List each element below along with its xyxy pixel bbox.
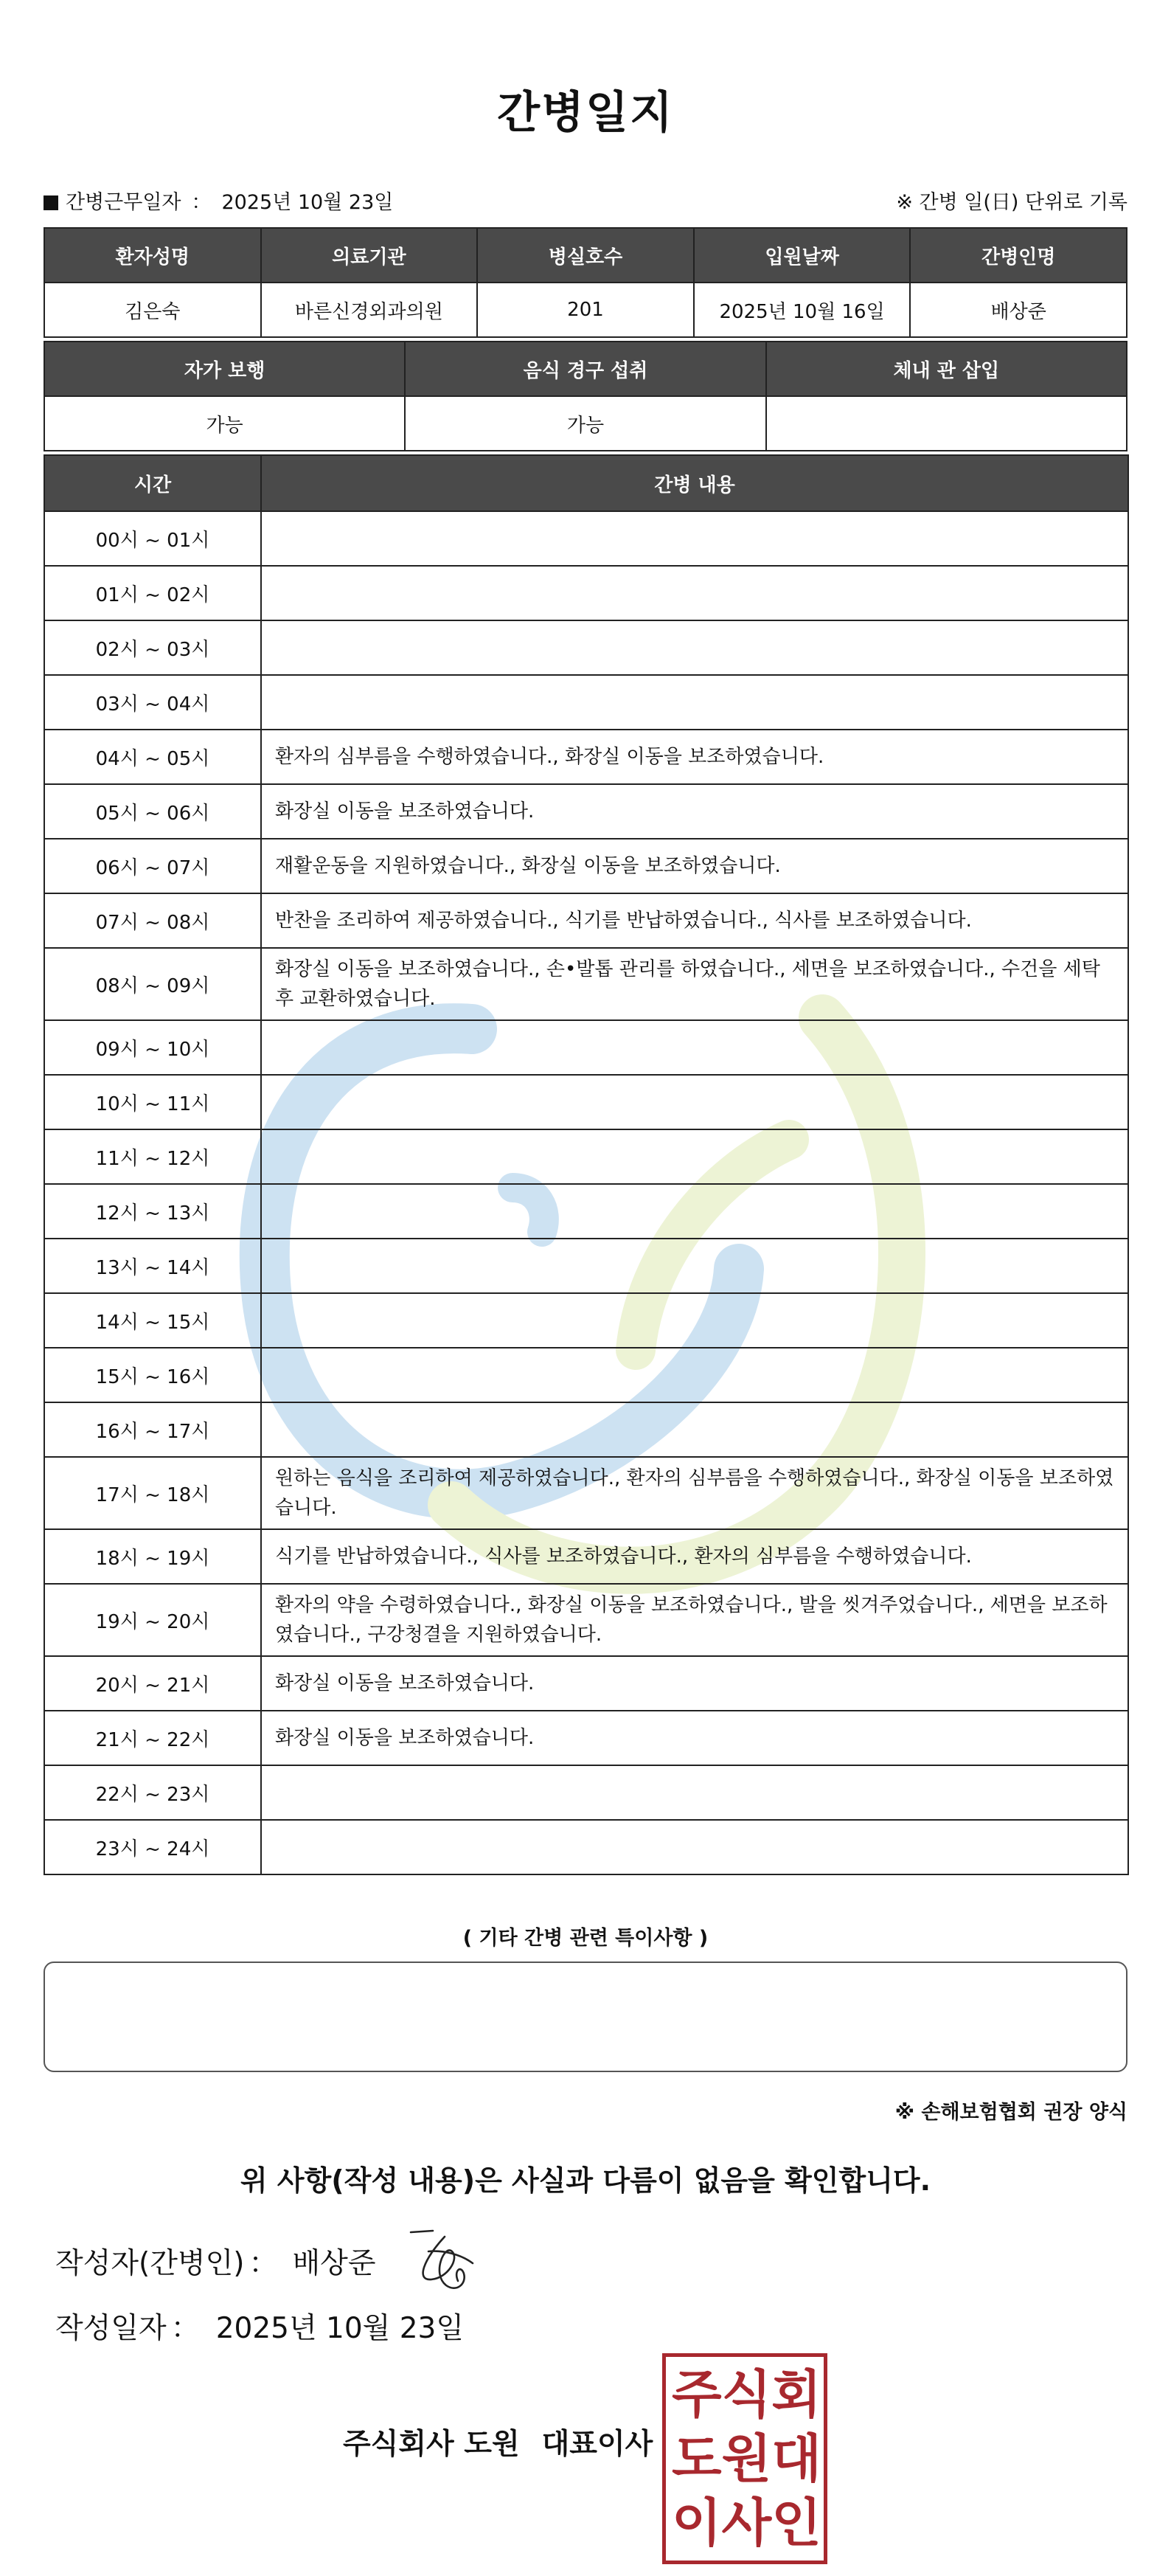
written-date-colon: ： [170,2312,200,2345]
care-log-row [44,1820,1128,1874]
care-log-time: 14시 ~ 15시 [44,1293,261,1348]
seal-character: 원 [721,2428,772,2489]
care-log-row [44,839,1128,893]
patient-info-value-row [44,283,1127,337]
writer-name: 배상준 [292,2247,376,2280]
care-log-content [261,1820,1128,1874]
care-log-time: 03시 ~ 04시 [44,675,261,730]
oral-intake-value: 가능 [405,396,765,451]
care-log-content: 화장실 이동을 보조하였습니다. [261,784,1128,839]
seal-character: 사 [721,2492,772,2553]
care-log-time: 06시 ~ 07시 [44,839,261,893]
patient-name: 김은숙 [44,283,261,337]
writer-colon: ： [249,2247,278,2280]
patient-info-header-row [44,228,1127,283]
work-date-line [44,186,393,215]
notes-title: ( 기타 간병 관련 특이사항 ) [462,1927,709,1950]
care-log-row [44,620,1128,675]
patient-info-table [44,227,1127,338]
care-log-time: 05시 ~ 06시 [44,784,261,839]
header-self-walking: 자가 보행 [44,342,405,396]
care-log-content [261,1239,1128,1293]
care-log-time: 23시 ~ 24시 [44,1820,261,1874]
seal-characters [672,2363,821,2555]
care-log-row [44,1020,1128,1075]
seal-character: 이 [672,2492,722,2553]
care-log-time: 13시 ~ 14시 [44,1239,261,1293]
care-log-content: 반찬을 조리하여 제공하였습니다., 식기를 반납하였습니다., 식사를 보조하였습니다. [261,893,1128,948]
care-log-row [44,1529,1128,1584]
care-log-time: 20시 ~ 21시 [44,1656,261,1711]
care-log-row [44,1184,1128,1239]
care-log-content: 환자의 심부름을 수행하였습니다., 화장실 이동을 보조하였습니다. [261,730,1128,784]
header-care-content: 간병 내용 [261,455,1128,511]
care-log-time: 00시 ~ 01시 [44,511,261,566]
care-log-row [44,1293,1128,1348]
work-date-value: 2025년 10월 23일 [221,191,394,214]
care-log-content [261,1129,1128,1184]
writer-line [55,2240,376,2282]
written-date-line [55,2305,464,2347]
seal-character: 도 [672,2428,722,2489]
written-date-label: 작성일자 [55,2312,167,2345]
header-tube-insertion: 체내 관 삽입 [766,342,1127,396]
care-log-row [44,1239,1128,1293]
care-log-content [261,675,1128,730]
care-log-content [261,1184,1128,1239]
recording-note: ※ 간병 일(日) 단위로 기록 [896,191,1127,214]
care-log-time: 17시 ~ 18시 [44,1457,261,1529]
seal-character: 주 [672,2364,722,2426]
writer-label: 작성자(간병인) [55,2247,245,2280]
care-log-time: 15시 ~ 16시 [44,1348,261,1402]
header-oral-intake: 음식 경구 섭취 [405,342,765,396]
care-log-time: 22시 ~ 23시 [44,1765,261,1820]
care-log-content: 식기를 반납하였습니다., 식사를 보조하였습니다., 환자의 심부름을 수행하였습니다. [261,1529,1128,1584]
care-log-row [44,511,1128,566]
care-log-row [44,1457,1128,1529]
care-log-row [44,1584,1128,1656]
care-log-content: 화장실 이동을 보조하였습니다., 손•발톱 관리를 하였습니다., 세면을 보조하였습니다., 수건을 세탁 후 교환하였습니다. [261,948,1128,1020]
header-medical-institution: 의료기관 [261,228,478,283]
seal-character: 식 [721,2364,772,2426]
care-log-content: 환자의 약을 수령하였습니다., 화장실 이동을 보조하였습니다., 발을 씻겨주었습니다., 세면을 보조하였습니다., 구강청결을 지원하였습니다. [261,1584,1128,1656]
work-date-colon: ： [191,191,212,214]
company-line [343,2421,653,2462]
written-date-value: 2025년 10월 23일 [215,2312,465,2345]
caregiver-name: 배상준 [910,283,1127,337]
bullet-square-icon [44,195,58,210]
care-log-row [44,1765,1128,1820]
care-log-time: 16시 ~ 17시 [44,1402,261,1457]
room-number: 201 [477,283,694,337]
care-log-content [261,1075,1128,1129]
care-log-row [44,1075,1128,1129]
admission-date: 2025년 10월 16일 [694,283,911,337]
tube-insertion-value [766,396,1127,451]
care-log-time: 10시 ~ 11시 [44,1075,261,1129]
care-log-row [44,675,1128,730]
care-log-time: 01시 ~ 02시 [44,566,261,620]
patient-status-value-row [44,396,1127,451]
header-admission-date: 입원날짜 [694,228,911,283]
care-log-row [44,1348,1128,1402]
care-log-time: 21시 ~ 22시 [44,1711,261,1765]
medical-institution: 바른신경외과의원 [261,283,478,337]
header-time: 시간 [44,455,261,511]
care-log-content [261,511,1128,566]
company-name: 주식회사 도원 [343,2428,520,2461]
care-log-content: 화장실 이동을 보조하였습니다. [261,1656,1128,1711]
care-log-row [44,784,1128,839]
special-notes-box [44,1962,1127,2072]
header-caregiver-name: 간병인명 [910,228,1127,283]
care-log-time: 02시 ~ 03시 [44,620,261,675]
care-log-header-row [44,455,1128,511]
care-log-row [44,1402,1128,1457]
care-log-row [44,1129,1128,1184]
company-seal-stamp [662,2353,827,2564]
handwritten-signature [402,2222,483,2296]
header-patient-name: 환자성명 [44,228,261,283]
care-log-content [261,620,1128,675]
care-log-content [261,1020,1128,1075]
care-log-time: 18시 ~ 19시 [44,1529,261,1584]
seal-character: 인 [771,2492,821,2553]
confirmation-statement: 위 사항(작성 내용)은 사실과 다름이 없음을 확인합니다. [240,2164,931,2197]
care-log-content [261,1293,1128,1348]
care-log-table [44,454,1129,1875]
care-log-time: 11시 ~ 12시 [44,1129,261,1184]
care-log-content [261,1765,1128,1820]
care-log-content: 원하는 음식을 조리하여 제공하였습니다., 환자의 심부름을 수행하였습니다., 화장실 이동을 보조하였습니다. [261,1457,1128,1529]
care-log-row [44,948,1128,1020]
work-date-label: 간병근무일자 [66,191,181,214]
company-role: 대표이사 [541,2428,653,2461]
care-log-time: 12시 ~ 13시 [44,1184,261,1239]
page-title: 간병일지 [497,87,674,139]
care-log-content [261,1402,1128,1457]
care-log-time: 19시 ~ 20시 [44,1584,261,1656]
patient-status-table [44,341,1127,451]
care-log-row [44,566,1128,620]
care-log-content [261,566,1128,620]
recommendation-note: ※ 손해보험협회 권장 양식 [894,2101,1127,2124]
care-log-content: 재활운동을 지원하였습니다., 화장실 이동을 보조하였습니다. [261,839,1128,893]
care-log-time: 09시 ~ 10시 [44,1020,261,1075]
care-log-content: 화장실 이동을 보조하였습니다. [261,1711,1128,1765]
seal-character: 회 [771,2364,821,2426]
care-log-body [44,511,1128,1874]
care-log-time: 08시 ~ 09시 [44,948,261,1020]
care-log-row [44,1711,1128,1765]
header-room-number: 병실호수 [477,228,694,283]
seal-character: 대 [771,2428,821,2489]
self-walking-value: 가능 [44,396,405,451]
patient-status-header-row [44,342,1127,396]
care-log-row [44,893,1128,948]
care-log-time: 04시 ~ 05시 [44,730,261,784]
care-log-time: 07시 ~ 08시 [44,893,261,948]
care-log-row [44,730,1128,784]
care-log-row [44,1656,1128,1711]
care-log-content [261,1348,1128,1402]
